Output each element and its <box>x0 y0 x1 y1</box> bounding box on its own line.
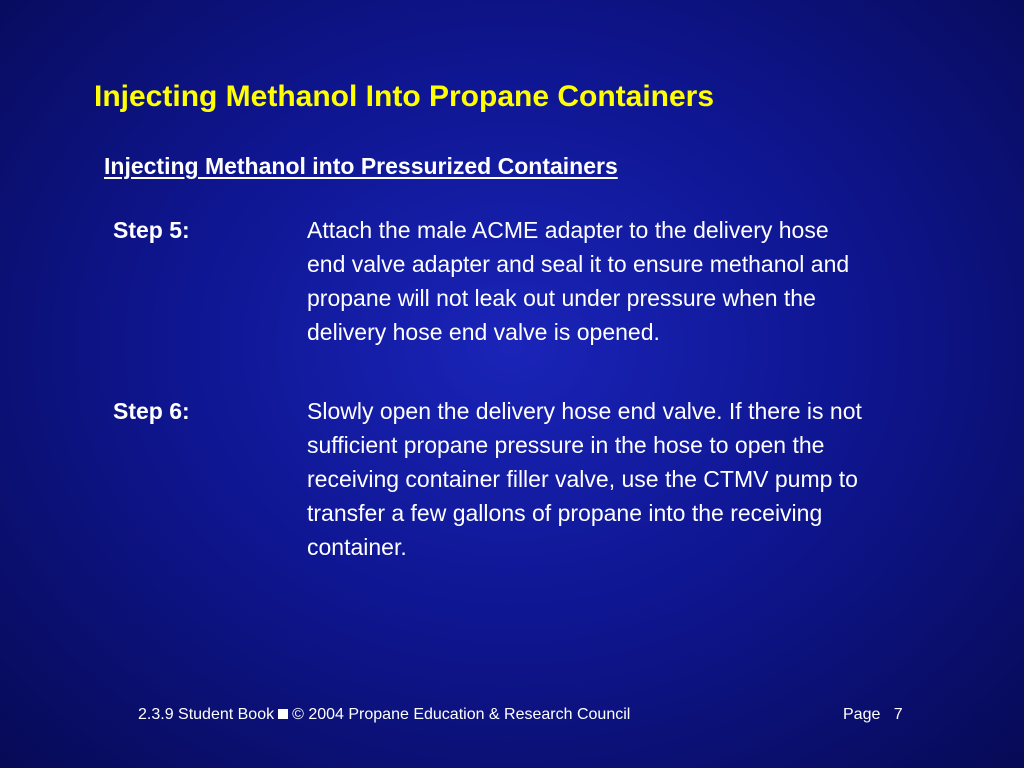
footer-copyright: © 2004 Propane Education & Research Council <box>292 706 631 723</box>
footer-book: 2.3.9 Student Book <box>138 706 275 723</box>
footer <box>138 706 630 724</box>
step-text: Attach the male ACME adapter to the delivery hose end valve adapter and seal it to ensure methanol and propane will not leak out under pressure when the delivery hose end valve is opened. <box>307 217 850 345</box>
page-number <box>843 706 903 724</box>
square-bullet-icon <box>278 709 288 719</box>
page-label: Page <box>843 706 881 723</box>
page-number-value: 7 <box>893 706 903 723</box>
step-text: Slowly open the delivery hose end valve. If there is not sufficient propane pressure in the hose to open the receiving container filler valve, use the CTMV pump to transfer a few gallons of propane into the receiving container. <box>307 398 862 560</box>
slide-title: Injecting Methanol Into Propane Containers <box>94 80 715 113</box>
slide-subtitle: Injecting Methanol into Pressurized Containers <box>104 153 618 179</box>
step-label: Step 6: <box>113 398 190 424</box>
step-label: Step 5: <box>113 217 190 243</box>
